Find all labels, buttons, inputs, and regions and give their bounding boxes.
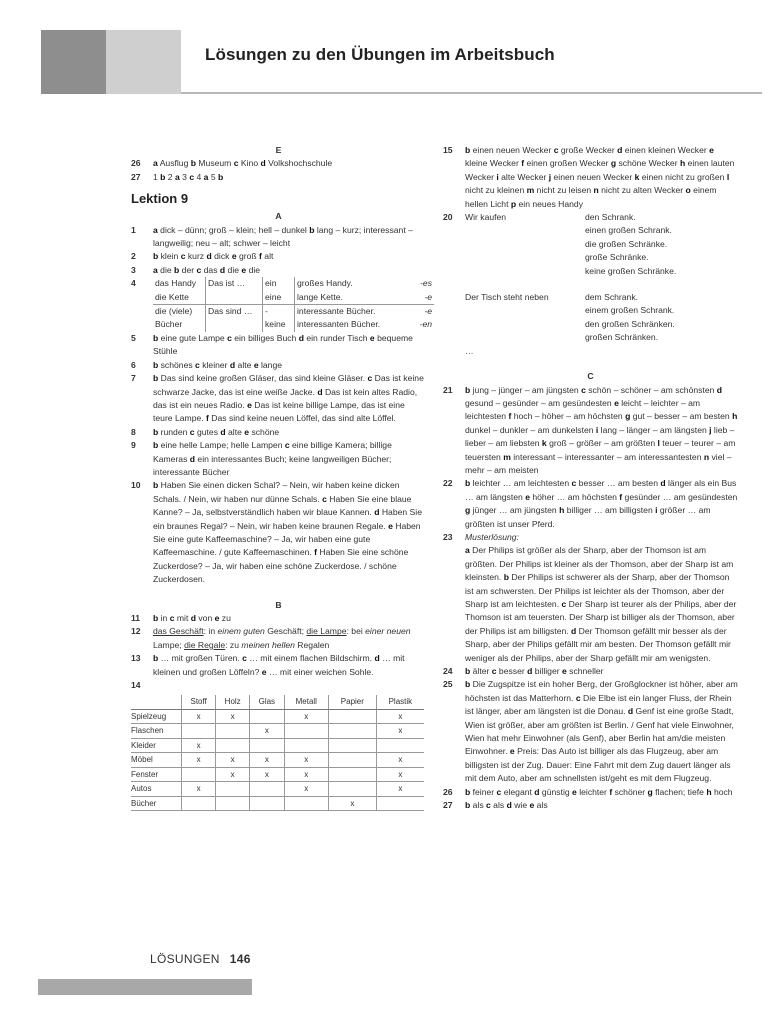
footer-bar: [38, 979, 252, 995]
header-light-block: [106, 30, 181, 94]
table-cell: keine: [262, 318, 294, 331]
lesson-heading: Lektion 9: [131, 191, 189, 207]
table-cell: eine: [262, 291, 294, 305]
table-cell: [328, 753, 376, 768]
exercise-text: b eine gute Lampe c ein billiges Buch d ein runder Tisch e bequeme Stühle: [153, 332, 413, 357]
table-cell: großes Handy.: [294, 277, 394, 290]
section-heading-e: E: [275, 145, 282, 155]
list-item: keine großen Schränke.: [585, 265, 677, 276]
table-cell: x: [250, 767, 285, 782]
exercise-text: b schönes c kleiner d alte e lange: [153, 359, 283, 370]
table-cell: das Handy: [155, 278, 197, 289]
table-cell: [328, 782, 376, 797]
table-cell: x: [284, 709, 328, 724]
table-cell: Das sind …: [205, 305, 262, 318]
exercise-number: 2: [131, 251, 136, 262]
exercise-25: [443, 678, 738, 785]
table-cell: Bücher: [155, 319, 183, 330]
table-cell: Flaschen: [131, 724, 182, 739]
exercise-text: b klein c kurz d dick e groß f alt: [153, 251, 274, 262]
section-heading-c: C: [587, 371, 594, 382]
exercise-text: b einen neuen Wecker c große Wecker d einen kleinen Wecker e kleine Wecker f einen großen Wecker g schöne Wecker h einen lauten Wecker i alte Wecker j einen neuen Wecker k einen nicht zu großen l nicht zu kleinen m nicht zu leisen n nicht zu alten Wecker o einem hellen Licht p ein neues Handy: [465, 145, 735, 209]
section-heading-a: A: [275, 211, 282, 222]
table-cell: die Kette: [153, 291, 205, 305]
exercise-21: [443, 384, 738, 478]
exercise-number: 10: [131, 480, 141, 491]
exercise-text: b älter c besser d billiger e schneller: [465, 666, 604, 677]
table-cell: [216, 796, 250, 811]
table-cell: [250, 738, 285, 753]
exercise-number: 14: [131, 680, 141, 691]
table-cell: [205, 291, 262, 305]
exercise-22: [443, 477, 738, 531]
table-cell: Kleider: [131, 738, 182, 753]
exercise-number: 11: [131, 613, 141, 624]
table-cell: x: [376, 753, 424, 768]
exercise-24: [443, 665, 738, 678]
header-dark-block: [41, 30, 106, 94]
exercise-number: 24: [443, 666, 453, 677]
table-cell: Metall: [284, 695, 328, 709]
table-cell: [250, 782, 285, 797]
table-row: [131, 796, 424, 811]
table-cell: Bücher: [131, 796, 182, 811]
exercise-9: [131, 439, 426, 479]
exercise-text: a Ausflug b Museum c Kino d Volkshochschule: [153, 158, 333, 169]
list-item: einem großen Schrank.: [585, 305, 675, 316]
table-cell: [205, 318, 262, 331]
exercise-number: 3: [131, 264, 136, 275]
exercise-13: [131, 652, 426, 679]
table-cell: [376, 738, 424, 753]
table-cell: Holz: [216, 695, 250, 709]
table-cell: -: [262, 305, 294, 318]
exercise-text: a die b der c das d die e die: [153, 264, 261, 275]
right-column: [443, 144, 738, 813]
table-row: [131, 709, 424, 724]
table-cell: x: [284, 753, 328, 768]
exercise-15: [443, 144, 738, 211]
exercise-14: [131, 679, 426, 692]
exercise-4-table: [153, 277, 432, 332]
table-cell: -e: [394, 291, 434, 305]
exercise-number: 9: [131, 440, 136, 451]
table-cell: x: [284, 767, 328, 782]
list-item: einen großen Schrank.: [585, 225, 672, 236]
exercise-number: 26: [131, 158, 141, 169]
exercise-number: 26: [443, 786, 453, 797]
table-cell: x: [376, 767, 424, 782]
exercise-text: b als c als d wie e als: [465, 800, 548, 811]
exercise-text: b … mit großen Türen. c … mit einem flachen Bildschirm. d … mit kleinen und großen Löffeln? e … mit einer weichen Sohle.: [153, 653, 405, 677]
exercise-2: [131, 250, 426, 263]
table-cell: x: [250, 753, 285, 768]
table-cell: [182, 724, 216, 739]
list-item: große Schränke.: [585, 252, 649, 263]
table-row: [131, 738, 424, 753]
table-cell: x: [328, 796, 376, 811]
exercise-number: 1: [131, 224, 136, 235]
table-cell: -en: [419, 319, 432, 330]
table-cell: x: [216, 767, 250, 782]
table-cell: x: [250, 724, 285, 739]
table-row: [131, 782, 424, 797]
page-number: 146: [229, 952, 251, 966]
exercise-number: 13: [131, 653, 141, 664]
exercise-20: [443, 211, 738, 358]
table-cell: Autos: [131, 782, 182, 797]
exercise-20-label-a: Wir kaufen: [465, 212, 507, 223]
table-cell: Papier: [328, 695, 376, 709]
list-item: die großen Schränke.: [585, 238, 668, 249]
exercise-23: [443, 531, 738, 665]
exercise-text: b Haben Sie einen dicken Schal? – Nein, wir haben keine dicken Schals. / Nein, wir haben nur dünne Schals. c Haben Sie eine blaue Kanne? – Ja, selbstverständlich haben wir blaue Kannen. d Haben Sie ein braunes Regal? – Nein, wir haben keine braunen Regale. e Haben Sie eine gute Kaffeemaschine? – Ja, wir haben eine gute Kaffeemaschine. / gute Kaffeemaschinen. f Haben Sie eine schöne Zuckerdose? – Ja, wir haben eine schöne Zuckerdose. / schöne Zuckerdosen.: [153, 480, 422, 585]
table-cell: Plastik: [376, 695, 424, 709]
exercise-number: 25: [443, 679, 453, 690]
exercise-3: [131, 264, 426, 277]
table-cell: x: [376, 782, 424, 797]
table-cell: x: [182, 753, 216, 768]
exercise-text: b jung – jünger – am jüngsten c schön – schöner – am schönsten d gesund – gesünder – am gesündesten e leicht – leichter – am leichtesten f hoch – höher – am höchsten g gut – besser – am besten h dunkel – dunkler – am dunkelsten i lang – länger – am längsten j lieb – lieber – am liebsten k groß – größer – am größten l teuer – teurer – am teuersten m interessant – interessanter – am interessantesten n viel – mehr – am meisten: [465, 384, 738, 475]
exercise-7: [131, 372, 426, 426]
exercise-26: [131, 157, 426, 170]
exercise-number: 23: [443, 531, 453, 542]
table-row: [131, 767, 424, 782]
exercise-27: [443, 799, 738, 812]
exercise-12: [131, 625, 426, 652]
table-cell: die (viele): [155, 306, 193, 317]
exercise-number: 15: [443, 145, 453, 155]
table-cell: [216, 782, 250, 797]
table-cell: x: [376, 709, 424, 724]
table-cell: x: [216, 753, 250, 768]
exercise-number: 27: [443, 800, 453, 811]
page-title: Lösungen zu den Übungen im Arbeitsbuch: [205, 45, 555, 64]
exercise-text: b eine helle Lampe; helle Lampen c eine billige Kamera; billige Kameras d ein interessantes Buch; keine langweiligen Bücher; interessante Bücher: [153, 440, 392, 477]
page-footer: [150, 952, 251, 966]
table-row: [131, 724, 424, 739]
table-cell: [182, 796, 216, 811]
table-cell: interessante Bücher.: [294, 305, 394, 318]
table-cell: x: [216, 709, 250, 724]
table-cell: x: [376, 724, 424, 739]
exercise-27: [131, 171, 426, 184]
exercise-number: 7: [131, 373, 136, 384]
exercise-10: [131, 479, 426, 586]
table-cell: Glas: [250, 695, 285, 709]
table-cell: [284, 738, 328, 753]
table-cell: [216, 738, 250, 753]
exercise-20-list-b: [585, 291, 675, 345]
table-cell: [328, 709, 376, 724]
table-cell: Fenster: [131, 767, 182, 782]
exercise-number: 4: [131, 278, 136, 289]
exercise-text: b feiner c elegant d günstig e leichter f schöner g flachen; tiefe h hoch: [465, 786, 733, 797]
exercise-text: b Das sind keine großen Gläser, das sind kleine Gläser. c Das ist keine schwarze Jacke, das ist eine weiße Jacke. d Das ist kein altes Radio, das ist ein neues Radio. e Das ist keine billige Lampe, das ist eine teure Lampe. f Das sind keine neuen Löffel, das sind alte Löffel.: [153, 373, 424, 424]
footer-label: LÖSUNGEN: [150, 952, 220, 966]
exercise-8: [131, 426, 426, 439]
left-column: [131, 144, 432, 811]
list-item: großen Schränken.: [585, 332, 659, 343]
exercise-text: das Geschäft: in einem guten Geschäft; die Lampe: bei einer neuen Lampe; die Regale: zu meinen hellen Regalen: [153, 626, 411, 650]
exercise-number: 21: [443, 384, 453, 395]
exercise-20-label-b: Der Tisch steht neben: [465, 292, 549, 303]
table-cell: [131, 695, 182, 709]
list-item: dem Schrank.: [585, 292, 639, 303]
table-cell: [328, 767, 376, 782]
exercise-14-table: [131, 695, 424, 811]
exercise-5: [131, 332, 426, 359]
exercise-number: 8: [131, 426, 136, 437]
table-cell: [182, 767, 216, 782]
table-header-row: [131, 695, 424, 709]
table-cell: Spielzeug: [131, 709, 182, 724]
exercise-text: b runden c gutes d alte e schöne: [153, 426, 280, 437]
table-cell: [250, 796, 285, 811]
exercise-number: 27: [131, 171, 141, 182]
exercise-text: b leichter … am leichtesten c besser … am besten d länger als ein Bus … am längsten e höher … am höchsten f gesünder … am gesündesten g jünger … am jüngsten h billiger … am billigsten i größer … am größten ist unser Pferd.: [465, 478, 738, 529]
table-cell: Das ist …: [205, 277, 262, 290]
table-cell: x: [182, 782, 216, 797]
table-cell: -es: [420, 278, 432, 289]
table-cell: ein: [262, 277, 294, 290]
exercise-20-list-a: [585, 211, 676, 278]
table-cell: [284, 724, 328, 739]
table-cell: [328, 738, 376, 753]
exercise-text: a dick – dünn; groß – klein; hell – dunkel b lang – kurz; interessant – langweilig; neu – alt; schwer – leicht: [153, 224, 413, 249]
section-heading-b: B: [275, 599, 282, 610]
table-cell: [376, 796, 424, 811]
table-cell: x: [284, 782, 328, 797]
table-row: [131, 753, 424, 768]
table-cell: lange Kette.: [294, 291, 394, 305]
exercise-number: 6: [131, 359, 136, 370]
exercise-26: [443, 786, 738, 799]
exercise-20-ellipsis: …: [465, 345, 474, 356]
table-cell: -e: [424, 306, 432, 317]
exercise-number: 5: [131, 332, 136, 343]
table-cell: [284, 796, 328, 811]
exercise-text: Musterlösung: a Der Philips ist größer als der Sharp, aber der Thomson ist am größten. Der Philips ist kleiner als der Thomson, aber der Sharp ist am kleinsten. b Der Philips ist schwerer als der Sharp, aber der Thomson ist am schwersten. Der Philips ist leichter als der Thomson, aber der Sharp ist am leichtesten. c Der Sharp ist teurer als der Philips, aber der Thomson ist am teuersten. Der Sharp ist billiger als der Thomson, aber der Philips ist am billigsten. d Der Thomson gefällt mir besser als der Sharp, aber der Philips gefällt mir am besten. Der Thomson gefällt mir weniger als der Philips, aber der Sharp gefällt mir am wenigsten.: [465, 531, 737, 663]
exercise-number: 22: [443, 478, 453, 489]
exercise-1: [131, 224, 426, 251]
table-cell: interessanten Bücher.: [294, 318, 394, 331]
table-cell: Möbel: [131, 753, 182, 768]
table-cell: Stoff: [182, 695, 216, 709]
list-item: den großen Schränken.: [585, 318, 675, 329]
exercise-11: [131, 612, 426, 625]
table-cell: [216, 724, 250, 739]
exercise-text: 1 b 2 a 3 c 4 a 5 b: [153, 171, 224, 182]
exercise-text: b in c mit d von e zu: [153, 613, 231, 624]
list-item: den Schrank.: [585, 212, 636, 223]
exercise-number: 12: [131, 626, 141, 637]
exercise-text: b Die Zugspitze ist ein hoher Berg, der Großglockner ist höher, aber am höchsten ist das Matterhorn. c Die Elbe ist ein langer Fluss, der Rhein ist länger, aber am längsten ist die Donau. d Genf ist eine große Stadt, Wien ist größer, aber am größten ist Berlin. / Genf hat viele Einwohner, Wien hat mehr Einwohner (als Genf), aber Berlin hat am/die meisten Einwohner. e Preis: Das Auto ist billiger als das Flugzeug, aber am billigsten ist der Zug. Dauer: Eine Fahrt mit dem Zug dauert länger als mit dem Auto, aber am schnellsten ist/geht es mit dem Flugzeug.: [465, 679, 738, 784]
exercise-number: 20: [443, 212, 453, 223]
table-cell: [250, 709, 285, 724]
header-rule: [181, 92, 762, 94]
exercise-6: [131, 359, 426, 372]
table-cell: x: [182, 738, 216, 753]
table-cell: [328, 724, 376, 739]
table-cell: x: [182, 709, 216, 724]
